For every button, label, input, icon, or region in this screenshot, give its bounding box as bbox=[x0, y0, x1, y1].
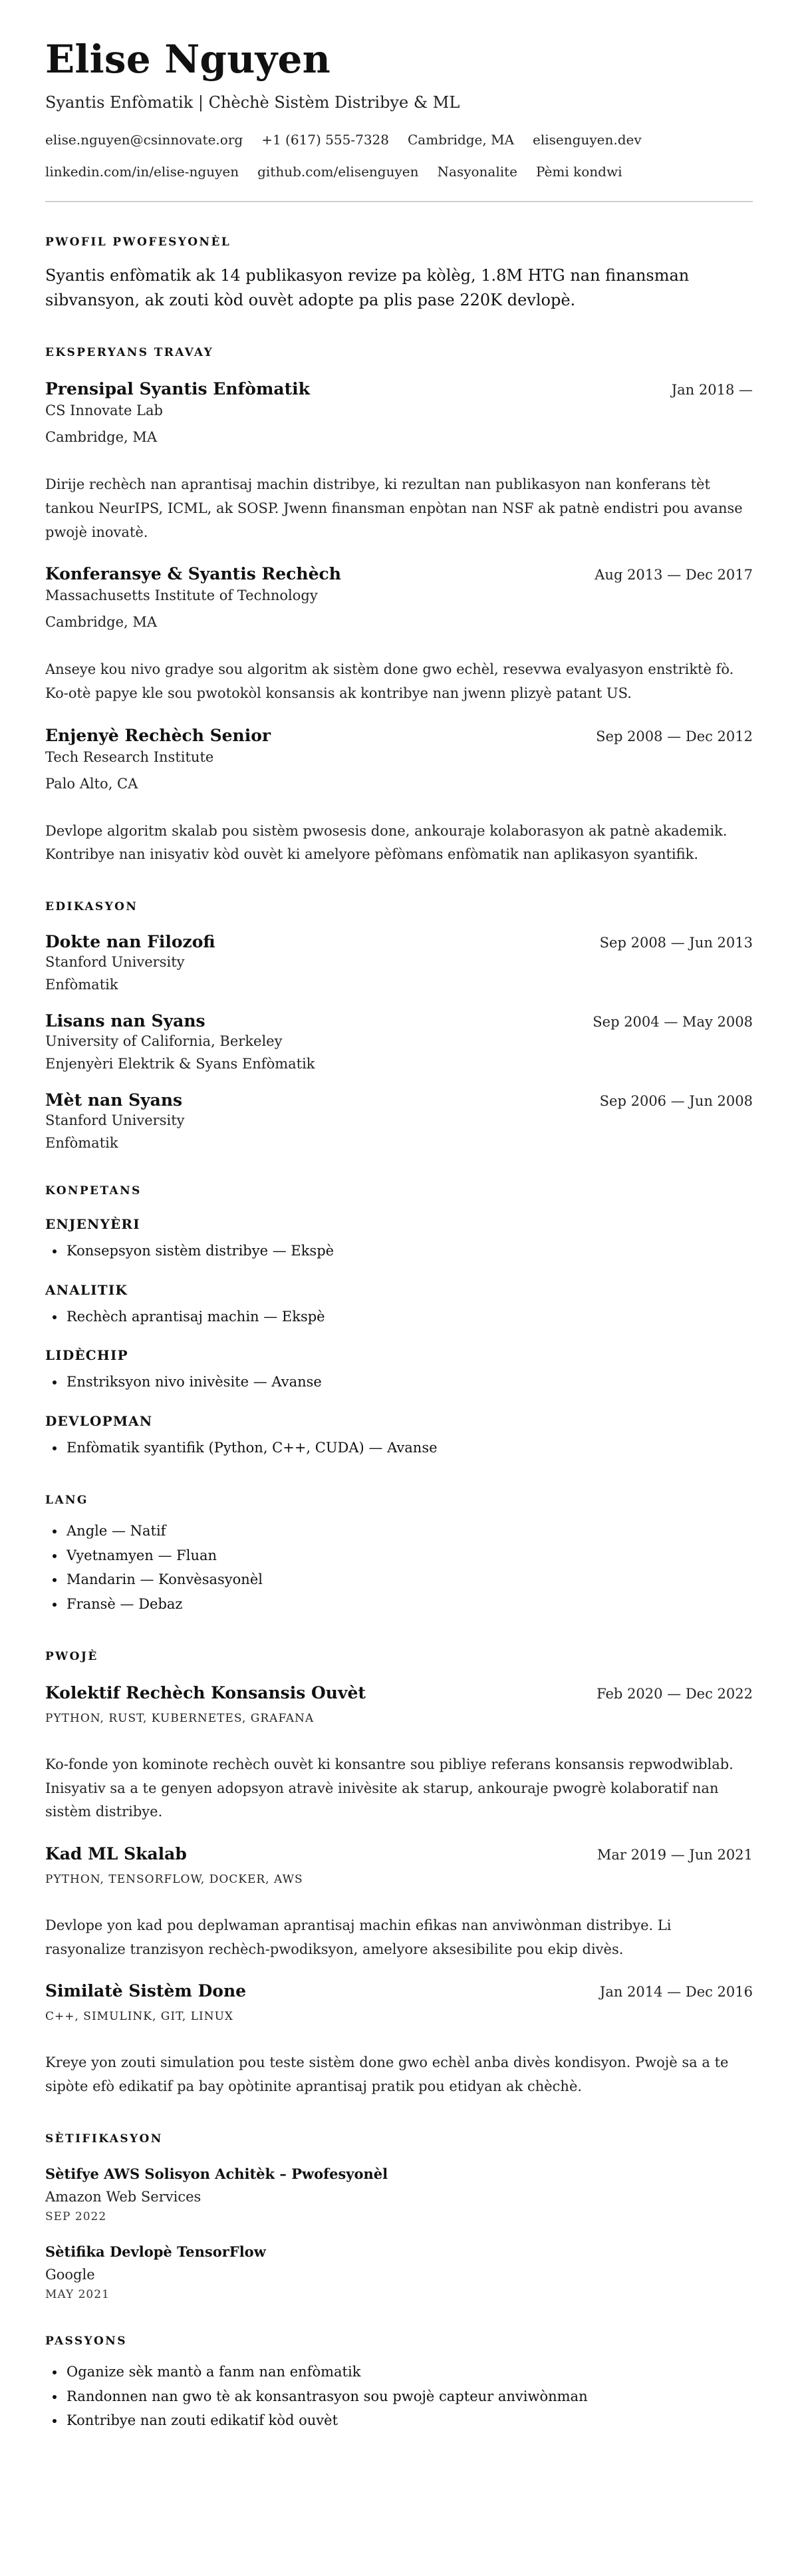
contact-nationality: Nasyonalite bbox=[437, 163, 518, 180]
contact-row-primary bbox=[45, 132, 753, 148]
skill-list bbox=[45, 1436, 753, 1460]
language-item: • Fransè — Debaz bbox=[65, 1592, 753, 1617]
experience-entry bbox=[45, 564, 753, 705]
project-description: Devlope yon kad pou deplwaman aprantisaj machin efikas nan anviwònman distribye. Li rasyonalize tranzisyon rechèch-pwodiksyon, amelyore aksesibilite pou ekip divès. bbox=[45, 1917, 672, 1957]
skill-list bbox=[45, 1305, 753, 1329]
project-dates: Feb 2020 — Dec 2022 bbox=[597, 1685, 753, 1702]
header-divider bbox=[45, 201, 753, 202]
project-description: Kreye yon zouti simulation pou teste sistèm done gwo echèl anba divès kondisyon. Pwojè sa a te sipòte efò edikatif pa bay opòtinite aprantisaj pratik pou etidyan ak chèchè. bbox=[45, 2054, 729, 2095]
skill-item: • Enfòmatik syantifik (Python, C++, CUDA) — Avanse bbox=[65, 1436, 753, 1460]
summary-text: Syantis enfòmatik ak 14 publikasyon revize pa kòlèg, 1.8M HTG nan finansman sibvansyon, ak zouti kòd ouvèt adopte pa plis pase 220K devlopè. bbox=[45, 265, 690, 309]
certification-date: SEP 2022 bbox=[45, 2209, 107, 2223]
job-description: Devlope algoritm skalab pou sistèm pwosesis done, ankouraje kolaborasyon ak patnè akademik. Kontribye nan inisyativ kòd ouvèt ki amelyore pèfòmans enfòmatik nan aplikasyon syantifik. bbox=[45, 822, 728, 863]
project-entry bbox=[45, 1683, 753, 1824]
job-description: Dirije rechèch nan aprantisaj machin distribye, ki rezultan nan publikasyon nan konferans tèt tankou NeurIPS, ICML, ak SOSP. Jwenn finansman enpòtan nan NSF ak patnè endistri pou avanse pwojè inovatè. bbox=[45, 476, 743, 540]
certification-issuer: Amazon Web Services bbox=[45, 2188, 201, 2205]
experience-entry bbox=[45, 379, 753, 544]
interests-section bbox=[45, 2334, 753, 2433]
school-name: Stanford University bbox=[45, 1112, 185, 1128]
job-title: Konferansye & Syantis Rechèch bbox=[45, 564, 341, 584]
language-item: • Angle — Natif bbox=[65, 1519, 753, 1543]
degree-dates: Sep 2004 — May 2008 bbox=[593, 1013, 753, 1030]
certifications-section bbox=[45, 2132, 753, 2301]
skill-list bbox=[45, 1239, 753, 1263]
project-dates: Mar 2019 — Jun 2021 bbox=[597, 1847, 753, 1863]
certifications-heading: SÈTIFIKASYON bbox=[45, 2132, 163, 2146]
candidate-tagline: Syantis Enfòmatik | Chèchè Sistèm Distribye & ML bbox=[45, 92, 460, 112]
skill-category-title: ANALITIK bbox=[45, 1281, 128, 1298]
interest-item: • Randonnen nan gwo tè ak konsantrasyon sou pwojè capteur anviwònman bbox=[65, 2384, 753, 2409]
experience-section bbox=[45, 346, 753, 867]
degree-title: Lisans nan Syans bbox=[45, 1011, 205, 1031]
degree-field: Enfòmatik bbox=[45, 976, 118, 993]
job-employer: Massachusetts Institute of Technology bbox=[45, 587, 318, 604]
project-entry bbox=[45, 1844, 753, 1961]
interest-item: • Kontribye nan zouti edikatif kòd ouvèt bbox=[65, 2408, 753, 2433]
project-description: Ko-fonde yon kominote rechèch ouvèt ki konsantre sou pibliye referans konsansis repwodwiblab. Inisyativ sa a te genyen adopsyon atravè inivèsite ak starup, ankouraje pwogrè kolaboratif nan sistèm distribye. bbox=[45, 1756, 733, 1820]
skill-item: • Rechèch aprantisaj machin — Ekspè bbox=[65, 1305, 753, 1329]
experience-heading: EKSPERYANS TRAVAY bbox=[45, 346, 214, 360]
degree-title: Mèt nan Syans bbox=[45, 1090, 183, 1110]
contact-github[interactable]: github.com/elisenguyen bbox=[257, 163, 419, 180]
degree-dates: Sep 2006 — Jun 2008 bbox=[599, 1092, 753, 1109]
language-item: • Mandarin — Konvèsasyonèl bbox=[65, 1567, 753, 1592]
skills-heading: KONPETANS bbox=[45, 1184, 142, 1198]
project-name: Kolektif Rechèch Konsansis Ouvèt bbox=[45, 1683, 366, 1702]
certification-name: Sètifye AWS Solisyon Achitèk – Pwofesyonèl bbox=[45, 2165, 388, 2182]
project-dates: Jan 2014 — Dec 2016 bbox=[599, 1984, 753, 2001]
skills-section bbox=[45, 1184, 753, 1460]
contact-phone[interactable]: +1 (617) 555-7328 bbox=[261, 131, 389, 148]
language-item: • Vyetnamyen — Fluan bbox=[65, 1543, 753, 1568]
interests-heading: PASSYONS bbox=[45, 2334, 127, 2348]
project-name: Similatè Sistèm Done bbox=[45, 1981, 247, 2001]
education-entry bbox=[45, 1011, 753, 1072]
contact-linkedin[interactable]: linkedin.com/in/elise-nguyen bbox=[45, 163, 239, 180]
skill-item: • Konsepsyon sistèm distribye — Ekspè bbox=[65, 1239, 753, 1263]
certification-entry bbox=[45, 2166, 753, 2223]
degree-field: Enfòmatik bbox=[45, 1134, 118, 1151]
contact-website[interactable]: elisenguyen.dev bbox=[533, 131, 642, 148]
project-tech-stack: PYTHON, TENSORFLOW, DOCKER, AWS bbox=[45, 1873, 303, 1887]
project-name: Kad ML Skalab bbox=[45, 1844, 187, 1864]
job-dates: Aug 2013 — Dec 2017 bbox=[595, 567, 753, 583]
candidate-name: Elise Nguyen bbox=[45, 37, 331, 82]
languages-heading: LANG bbox=[45, 1493, 88, 1507]
contact-row-secondary bbox=[45, 164, 753, 180]
school-name: Stanford University bbox=[45, 953, 185, 970]
certification-issuer: Google bbox=[45, 2266, 95, 2283]
job-location: Cambridge, MA bbox=[45, 429, 158, 446]
skill-item: • Enstriksyon nivo inivèsite — Avanse bbox=[65, 1370, 753, 1394]
education-section bbox=[45, 900, 753, 1151]
job-description: Anseye kou nivo gradye sou algoritm ak sistèm done gwo echèl, resevwa evalyasyon enstriktè fò. Ko-otè papye kle sou pwotokòl konsansis ak kontribye nan jwenn plizyè patant US. bbox=[45, 661, 734, 701]
job-title: Prensipal Syantis Enfòmatik bbox=[45, 379, 310, 399]
project-tech-stack: PYTHON, RUST, KUBERNETES, GRAFANA bbox=[45, 1711, 315, 1725]
projects-heading: PWOJÈ bbox=[45, 1649, 98, 1663]
skill-category-title: DEVLOPMAN bbox=[45, 1413, 153, 1430]
interest-list bbox=[45, 2360, 753, 2433]
job-title: Enjenyè Rechèch Senior bbox=[45, 725, 271, 745]
language-list bbox=[45, 1519, 753, 1617]
projects-section bbox=[45, 1650, 753, 2099]
resume-header bbox=[45, 39, 753, 180]
certification-entry bbox=[45, 2243, 753, 2301]
skill-list bbox=[45, 1370, 753, 1394]
job-location: Cambridge, MA bbox=[45, 614, 158, 631]
education-heading: EDIKASYON bbox=[45, 899, 138, 913]
job-location: Palo Alto, CA bbox=[45, 775, 138, 792]
school-name: University of California, Berkeley bbox=[45, 1033, 283, 1049]
education-entry bbox=[45, 932, 753, 993]
certification-name: Sètifika Devlopè TensorFlow bbox=[45, 2243, 266, 2260]
languages-section bbox=[45, 1494, 753, 1617]
degree-field: Enjenyèri Elektrik & Syans Enfòmatik bbox=[45, 1055, 315, 1072]
job-employer: Tech Research Institute bbox=[45, 748, 214, 765]
summary-heading: PWOFIL PWOFESYONÈL bbox=[45, 235, 231, 249]
contact-location: Cambridge, MA bbox=[408, 131, 515, 148]
skill-category-title: ENJENYÈRI bbox=[45, 1215, 140, 1232]
job-dates: Sep 2008 — Dec 2012 bbox=[596, 728, 753, 744]
degree-dates: Sep 2008 — Jun 2013 bbox=[599, 934, 753, 951]
contact-email[interactable]: elise.nguyen@csinnovate.org bbox=[45, 131, 243, 148]
interest-item: • Oganize sèk mantò a fanm nan enfòmatik bbox=[65, 2360, 753, 2384]
education-entry bbox=[45, 1090, 753, 1151]
skill-category-title: LIDÈCHIP bbox=[45, 1347, 128, 1364]
certification-date: MAY 2021 bbox=[45, 2287, 110, 2301]
project-entry bbox=[45, 1981, 753, 2098]
experience-entry bbox=[45, 726, 753, 867]
summary-section bbox=[45, 236, 753, 313]
job-employer: CS Innovate Lab bbox=[45, 402, 163, 419]
job-dates: Jan 2018 — bbox=[671, 382, 753, 399]
contact-drivers-license: Pèmi kondwi bbox=[536, 163, 622, 180]
degree-title: Dokte nan Filozofi bbox=[45, 931, 215, 951]
project-tech-stack: C++, SIMULINK, GIT, LINUX bbox=[45, 2010, 234, 2024]
